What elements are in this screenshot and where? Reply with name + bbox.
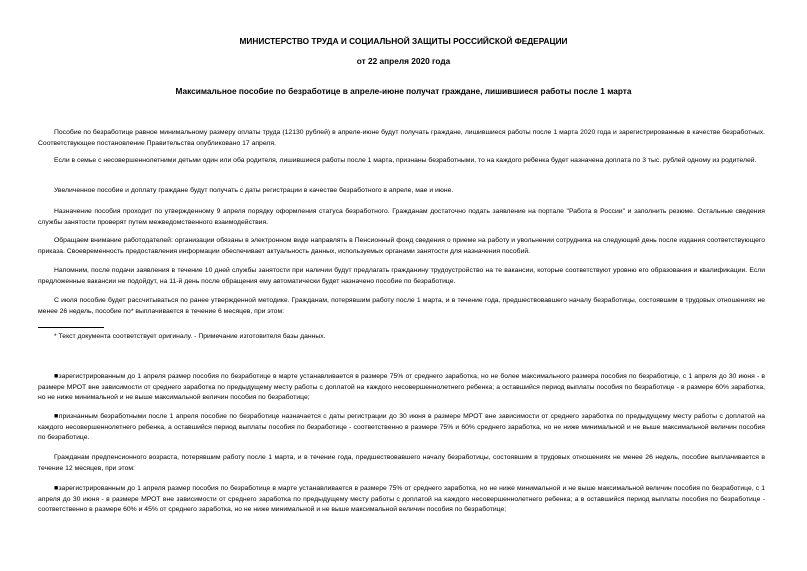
paragraph: Напомним, после подачи заявления в течение 10 дней службы занятости при наличии будут предлагать гражданину трудоустройство на те вакансии, которые соответствуют уровню его образования и квалификации. Если предложенные вакансии не подойдут, на 11-й день после обращения ему автоматически будет назначено пособие по безработице. <box>38 267 765 285</box>
bullet-text: зарегистрированным до 1 апреля размер пособия по безработице в марте устанавливается в размере 75% от среднего заработка, но не более максимального размера пособия по безработице, с 1 апреля до 30 июня - в размере МРОТ вне зависимости от среднего заработка по предыдущему месту работы с доплатой на каждого несовершеннолетнего ребенка; а оставшийся период выплаты пособия по безработице - в размере 60% заработка, но не ниже минимальной и не выше максимальной величин пособия по безработице; <box>38 373 765 402</box>
paragraph: Обращаем внимание работодателей: организации обязаны в электронном виде направлять в Пенсионный фонд сведения о приеме на работу и увольнении сотрудника на следующий день после издания соответствующего приказа. Своевременность предоставления информации обеспечивает актуальность данных, используемых органами занятости для назначения пособий. <box>38 237 765 255</box>
bullet-item <box>38 484 765 516</box>
paragraph: Если в семье с несовершеннолетними детьми один или оба родителя, лишившиеся работы после 1 марта, признаны безработными, то на каждого ребенка будет назначена доплата по 3 тыс. рублей одному из родителей. <box>54 157 757 164</box>
paragraph: Назначение пособия проходит по утвержденному 9 апреля порядку оформления статуса безработного. Гражданам достаточно подать заявление на портале "Работа в России" и заполнить резюме. Остальные сведения службы занятости проверят путем межведомственного взаимодействия. <box>38 208 765 226</box>
bullet-text: признанным безработными после 1 апреля пособие по безработице назначается с даты регистрации до 30 июня в размере МРОТ вне зависимости от среднего заработка по предыдущему месту работы с доплатой на каждого несовершеннолетнего ребенка, а оставшийся период выплаты пособия по безработице - соответственно в размере 75% и 60% среднего заработка, но не ниже минимальной и не выше максимальной величин пособия по безработице. <box>38 413 765 442</box>
document-date: от 22 апреля 2020 года <box>356 56 451 66</box>
paragraph: Увеличенное пособие и доплату граждане будут получать с даты регистрации в качестве безработного в апреле, мае и июне. <box>54 187 454 194</box>
paragraph: Гражданам предпенсионного возраста, потерявшим работу после 1 марта, и в течение года, предшествовавшего началу безработицы, состоявшим в трудовых отношениях не менее 26 недель, пособие выплачивается в течение 12 месяцев, при этом: <box>38 454 765 472</box>
paragraph: С июля пособие будет рассчитываться по ранее утвержденной методике. Гражданам, потерявшим работу после 1 марта, и в течение года, предшествовавшего началу безработицы, состоявшим в трудовых отношениях не менее 26 недель, пособие по* выплачивается в течение 6 месяцев, при этом: <box>38 297 765 315</box>
footnote-divider <box>38 327 104 328</box>
bullet-icon: ■ <box>54 485 59 492</box>
footnote: * Текст документа соответствует оригиналу. - Примечание изготовителя базы данных. <box>54 333 326 340</box>
document-title: Максимальное пособие по безработице в апреле-июне получат граждане, лишившиеся работы после 1 марта <box>175 86 632 96</box>
ministry-heading: МИНИСТЕРСТВО ТРУДА И СОЦИАЛЬНОЙ ЗАЩИТЫ РОССИЙСКОЙ ФЕДЕРАЦИИ <box>239 36 568 46</box>
bullet-item <box>38 412 765 444</box>
bullet-icon: ■ <box>54 373 59 380</box>
bullet-text: зарегистрированным до 1 апреля размер пособия по безработице в марте устанавливается в размере 75% от среднего заработка, но не ниже минимальной и не выше максимальной величин пособия по безработице, с 1 апреля до 30 июня - в размере МРОТ вне зависимости от среднего заработка по предыдущему месту работы с доплатой на каждого несовершеннолетнего ребенка; а в оставшийся период выплаты пособия по безработице - соответственно в размере 60% и 45% от среднего заработка, но не ниже минимальной и не выше максимальной величин пособия по безработице; <box>38 485 765 514</box>
bullet-icon: ■ <box>54 413 59 420</box>
paragraph: Пособие по безработице равное минимальному размеру оплаты труда (12130 рублей) в апреле-июне будут получать граждане, лишившиеся работы после 1 марта 2020 года и зарегистрированные в качестве безработных. Соответствующее постановление Правительства опубликовано 17 апреля. <box>38 129 765 147</box>
bullet-item <box>38 372 765 404</box>
